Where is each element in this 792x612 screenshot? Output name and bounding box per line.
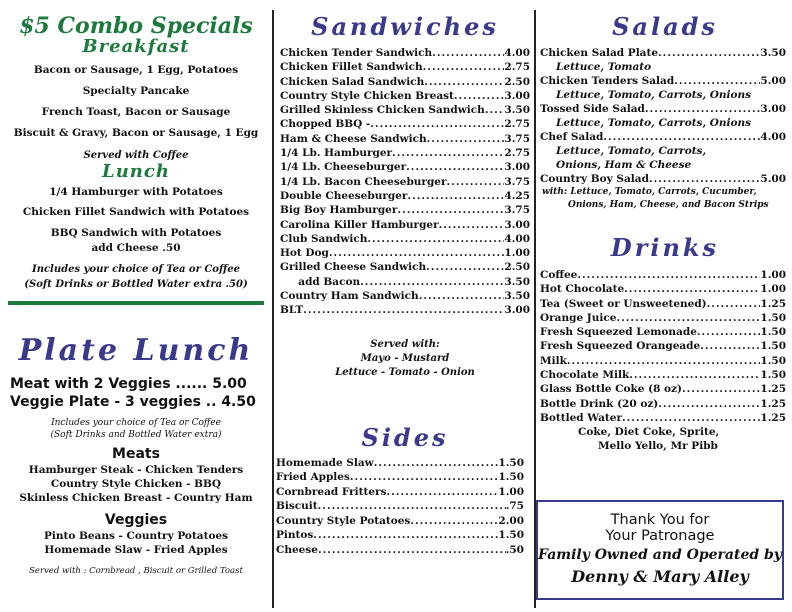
menu-item bbox=[280, 132, 530, 146]
menu-item bbox=[276, 470, 524, 485]
item-name: Homemade Slaw bbox=[276, 456, 374, 469]
item-price: 3.50 bbox=[504, 275, 530, 288]
menu-item bbox=[276, 528, 524, 543]
item-price: 5.00 bbox=[760, 75, 786, 87]
item-price: 3.75 bbox=[504, 175, 530, 188]
drinks-title: Drinks bbox=[610, 233, 720, 262]
plate-lunch-title: Plate Lunch bbox=[18, 333, 254, 368]
menu-item bbox=[280, 146, 530, 160]
menu-line: 1/4 Hamburger with Potatoes bbox=[49, 186, 223, 198]
item-name: Club Sandwich bbox=[280, 232, 368, 245]
menu-item bbox=[280, 117, 530, 131]
thank-you-line: Thank You for bbox=[610, 512, 710, 528]
menu-line: Homemade Slaw - Fried Apples bbox=[44, 544, 228, 556]
item-price: .50 bbox=[505, 543, 524, 556]
thank-you-line: Your Patronage bbox=[605, 528, 715, 544]
item-name: Chicken Tenders Salad bbox=[540, 75, 675, 87]
menu-item bbox=[540, 297, 786, 311]
item-name: Fried Apples bbox=[276, 471, 350, 484]
menu-item bbox=[276, 543, 524, 558]
item-name: Hot Dog bbox=[280, 247, 329, 260]
item-name: Fresh Squeezed Orangeade bbox=[540, 340, 701, 353]
menu-item bbox=[280, 89, 530, 103]
owner-line: Family Owned and Operated by bbox=[538, 547, 782, 563]
item-price: 1.50 bbox=[760, 369, 786, 382]
item-name: Country Boy Salad bbox=[540, 173, 649, 185]
item-name: Fresh Squeezed Lemonade bbox=[540, 326, 697, 339]
item-description: Lettuce, Tomato, Carrots, Onions bbox=[556, 117, 752, 129]
item-price: 3.50 bbox=[504, 290, 530, 303]
item-price: 1.50 bbox=[498, 456, 524, 469]
sandwich-served-title: Served with: bbox=[370, 338, 440, 350]
sandwich-served: Mayo - Mustard bbox=[360, 352, 450, 364]
item-price: .75 bbox=[505, 500, 524, 513]
item-name: add Bacon bbox=[280, 275, 361, 288]
menu-item bbox=[540, 311, 786, 325]
meats-title: Meats bbox=[112, 446, 160, 462]
menu-line: Skinless Chicken Breast - Country Ham bbox=[19, 492, 253, 504]
item-price: 3.00 bbox=[504, 89, 530, 102]
menu-item bbox=[280, 303, 530, 317]
item-name: Country Ham Sandwich bbox=[280, 290, 419, 303]
menu-item bbox=[540, 46, 786, 60]
item-description: Lettuce, Tomato, Carrots, Onions bbox=[556, 89, 752, 101]
breakfast-note: Served with Coffee bbox=[83, 150, 189, 161]
item-price: 2.00 bbox=[498, 514, 524, 527]
menu-line: add Cheese .50 bbox=[91, 242, 181, 254]
menu-item bbox=[280, 289, 530, 303]
menu-line: Bacon or Sausage, 1 Egg, Potatoes bbox=[33, 64, 239, 76]
item-description: Coke, Diet Coke, Sprite, bbox=[578, 426, 720, 439]
item-price: 1.25 bbox=[760, 397, 786, 410]
divider bbox=[272, 10, 274, 608]
item-price: 1.50 bbox=[760, 326, 786, 339]
menu-line: BBQ Sandwich with Potatoes bbox=[50, 227, 222, 239]
item-name: Biscuit bbox=[276, 500, 318, 513]
menu-item bbox=[540, 382, 786, 396]
item-price: 1.50 bbox=[498, 529, 524, 542]
combo-title: $5 Combo Specials bbox=[19, 13, 253, 39]
item-name: Cornbread Fritters bbox=[276, 485, 387, 498]
menu-item bbox=[540, 282, 786, 296]
menu-item bbox=[540, 102, 786, 116]
item-description: with: Lettuce, Tomato, Carrots, Cucumber, bbox=[542, 187, 757, 197]
item-name: Chopped BBQ - bbox=[280, 118, 371, 131]
item-price: 1.25 bbox=[760, 383, 786, 396]
item-name: Carolina Killer Hamburger bbox=[280, 218, 439, 231]
item-name: Orange Juice bbox=[540, 311, 617, 324]
item-name: Big Boy Hamburger bbox=[280, 204, 398, 217]
item-name: BLT bbox=[280, 304, 304, 317]
item-description: Mello Yello, Mr Pibb bbox=[598, 440, 718, 453]
item-name: Bottled Water bbox=[540, 411, 622, 424]
menu-line: French Toast, Bacon or Sausage bbox=[41, 106, 231, 118]
item-price: 3.50 bbox=[760, 47, 786, 59]
item-price: 1.50 bbox=[760, 340, 786, 353]
sandwiches-column bbox=[276, 0, 534, 612]
item-price: 1.25 bbox=[760, 411, 786, 424]
item-name: Double Cheeseburger bbox=[280, 189, 408, 202]
item-name: Pintos bbox=[276, 529, 314, 542]
lunch-title: Lunch bbox=[102, 161, 170, 182]
item-price: 5.00 bbox=[760, 173, 786, 185]
menu-item bbox=[280, 75, 530, 89]
menu-item bbox=[280, 46, 530, 60]
sandwiches-title: Sandwiches bbox=[311, 12, 499, 41]
menu-item bbox=[540, 397, 786, 411]
item-name: Milk bbox=[540, 354, 567, 367]
menu-line: Biscuit & Gravy, Bacon or Sausage, 1 Egg bbox=[13, 127, 259, 139]
menu-item bbox=[540, 368, 786, 382]
menu-item bbox=[280, 189, 530, 203]
green-rule bbox=[8, 301, 264, 305]
menu-item bbox=[280, 175, 530, 189]
item-price: 1.50 bbox=[760, 311, 786, 324]
plate-line: Veggie Plate - 3 veggies .. 4.50 bbox=[10, 394, 256, 410]
plate-note: (Soft Drinks and Bottled Water extra) bbox=[50, 430, 222, 440]
menu-item bbox=[540, 74, 786, 88]
item-name: Chocolate Milk bbox=[540, 369, 630, 382]
item-price: 1.00 bbox=[504, 247, 530, 260]
plate-line: Meat with 2 Veggies ...... 5.00 bbox=[10, 376, 247, 392]
item-name: Tossed Side Salad bbox=[540, 103, 645, 115]
menu-line: Pinto Beans - Country Potatoes bbox=[43, 530, 229, 542]
item-price: 3.75 bbox=[504, 204, 530, 217]
item-description: Onions, Ham, Cheese, and Bacon Strips bbox=[568, 200, 769, 210]
salads-drinks-column bbox=[538, 0, 792, 612]
item-name: Country Style Potatoes bbox=[276, 514, 411, 527]
item-price: 4.00 bbox=[504, 47, 530, 59]
breakfast-title: Breakfast bbox=[82, 36, 190, 57]
item-price: 2.50 bbox=[504, 75, 530, 88]
menu-line: Hamburger Steak - Chicken Tenders bbox=[28, 464, 244, 476]
item-price: 3.00 bbox=[760, 103, 786, 115]
menu-item bbox=[540, 325, 786, 339]
item-name: Bottle Drink (20 oz) bbox=[540, 397, 659, 410]
item-price: 1.00 bbox=[760, 283, 786, 296]
salads-title: Salads bbox=[612, 12, 718, 41]
item-name: Chicken Salad Sandwich bbox=[280, 75, 425, 88]
menu-item bbox=[276, 499, 524, 514]
item-price: 4.00 bbox=[760, 131, 786, 143]
item-price: 4.25 bbox=[504, 189, 530, 202]
menu-item bbox=[280, 60, 530, 74]
item-name: Chef Salad bbox=[540, 131, 604, 143]
combo-column bbox=[0, 0, 272, 612]
sandwich-served: Lettuce - Tomato - Onion bbox=[335, 366, 475, 378]
item-name: Cheese bbox=[276, 543, 318, 556]
menu-item bbox=[280, 203, 530, 217]
menu-item bbox=[540, 172, 786, 186]
menu-item bbox=[280, 275, 530, 289]
item-price: 2.75 bbox=[504, 61, 530, 74]
item-description: Lettuce, Tomato bbox=[556, 61, 652, 73]
item-price: 1.25 bbox=[760, 297, 786, 310]
item-name: Tea (Sweet or Unsweetened) bbox=[540, 297, 707, 310]
menu-item bbox=[280, 160, 530, 174]
item-name: Chicken Salad Plate bbox=[540, 47, 659, 59]
combo-note: Includes your choice of Tea or Coffee bbox=[32, 264, 240, 275]
item-name: Ham & Cheese Sandwich bbox=[280, 132, 427, 145]
item-name: Chicken Tender Sandwich bbox=[280, 47, 433, 59]
sandwich-list bbox=[280, 46, 530, 318]
plate-served: Served with : Cornbread , Biscuit or Grilled Toast bbox=[29, 566, 243, 576]
menu-item bbox=[276, 514, 524, 529]
item-name: Chicken Fillet Sandwich bbox=[280, 61, 423, 74]
combo-note: (Soft Drinks or Bottled Water extra .50) bbox=[24, 279, 248, 290]
item-name: Hot Chocolate bbox=[540, 283, 625, 296]
item-price: 3.00 bbox=[504, 218, 530, 231]
sides-title: Sides bbox=[361, 422, 449, 452]
item-description: Lettuce, Tomato, Carrots, bbox=[556, 145, 707, 157]
menu-item bbox=[540, 354, 786, 368]
menu-item bbox=[540, 130, 786, 144]
menu-item bbox=[280, 246, 530, 260]
menu-item bbox=[280, 260, 530, 274]
item-price: 3.50 bbox=[504, 104, 530, 117]
menu-item bbox=[280, 218, 530, 232]
menu-item bbox=[540, 411, 786, 425]
item-name: 1/4 Lb. Cheeseburger bbox=[280, 161, 407, 174]
menu-item bbox=[276, 456, 524, 471]
item-price: 3.00 bbox=[504, 161, 530, 174]
item-name: 1/4 Lb. Bacon Cheeseburger bbox=[280, 175, 447, 188]
item-price: 2.75 bbox=[504, 147, 530, 160]
item-price: 3.75 bbox=[504, 132, 530, 145]
veggies-title: Veggies bbox=[104, 512, 168, 528]
item-name: Coffee bbox=[540, 269, 578, 281]
item-name: Glass Bottle Coke (8 oz) bbox=[540, 383, 682, 396]
item-price: 2.75 bbox=[504, 118, 530, 131]
thank-you-box bbox=[536, 500, 784, 600]
sides-list bbox=[276, 456, 524, 558]
item-price: 2.50 bbox=[504, 261, 530, 274]
item-price: 1.50 bbox=[498, 471, 524, 484]
menu-item bbox=[280, 103, 530, 117]
item-price: 1.50 bbox=[760, 354, 786, 367]
item-name: 1/4 Lb. Hamburger bbox=[280, 147, 393, 160]
item-price: 3.00 bbox=[504, 304, 530, 317]
menu-line: Country Style Chicken - BBQ bbox=[50, 478, 222, 490]
menu-item bbox=[276, 485, 524, 500]
menu-line: Specialty Pancake bbox=[82, 85, 190, 97]
item-price: 1.00 bbox=[760, 269, 786, 281]
owner-names: Denny & Mary Alley bbox=[571, 567, 749, 586]
item-description: Onions, Ham & Cheese bbox=[556, 159, 692, 171]
menu-line: Chicken Fillet Sandwich with Potatoes bbox=[22, 206, 250, 218]
item-name: Grilled Skinless Chicken Sandwich bbox=[280, 104, 485, 117]
item-price: 4.00 bbox=[504, 232, 530, 245]
item-name: Grilled Cheese Sandwich bbox=[280, 261, 427, 274]
item-name: Country Style Chicken Breast bbox=[280, 89, 454, 102]
menu-item bbox=[280, 232, 530, 246]
menu-item bbox=[540, 339, 786, 353]
item-price: 1.00 bbox=[498, 485, 524, 498]
drinks-list bbox=[540, 268, 786, 425]
plate-note: Includes your choice of Tea or Coffee bbox=[51, 418, 221, 428]
menu-item bbox=[540, 268, 786, 282]
